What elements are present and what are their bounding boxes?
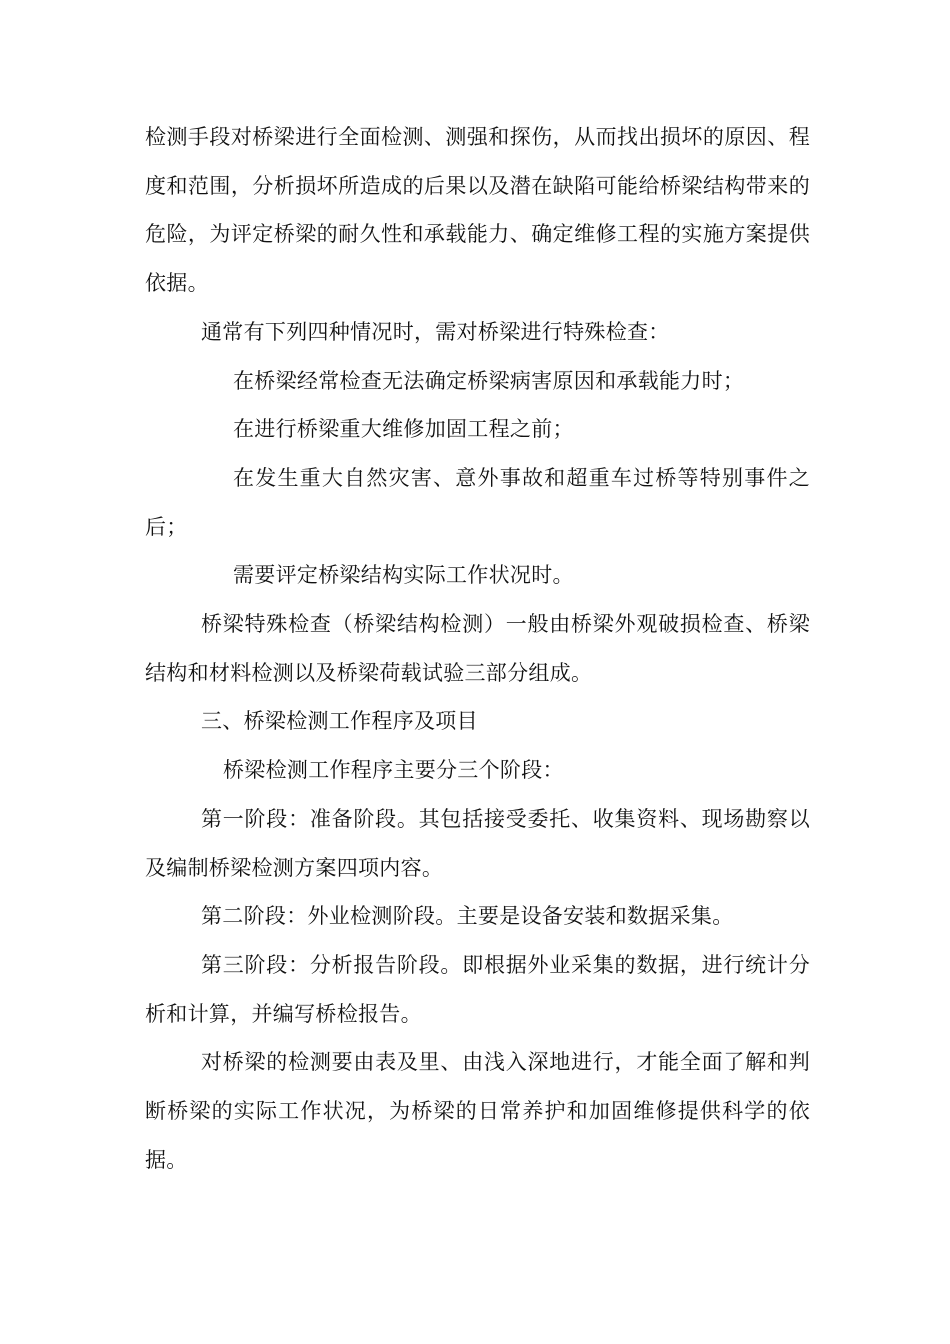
list-item-condition-4: 需要评定桥梁结构实际工作状况时。 [233, 563, 574, 588]
paragraph-continuation: 检测手段对桥梁进行全面检测、测强和探伤，从而找出损坏的原因、程度和范围，分析损坏所造成的后果以及潜在缺陷可能给桥梁结构带来的危险，为评定桥梁的耐久性和承载能力、确定维修工程的实施方案提供依据。 [145, 125, 810, 296]
list-item-condition-3: 在发生重大自然灾害、意外事故和超重车过桥等特别事件之后； [145, 465, 810, 539]
document-body [145, 113, 810, 1184]
paragraph-conclusion: 对桥梁的检测要由表及里、由浅入深地进行，才能全面了解和判断桥梁的实际工作状况，为桥梁的日常养护和加固维修提供科学的依据。 [145, 1050, 810, 1172]
paragraph-stage-3: 第三阶段：分析报告阶段。即根据外业采集的数据，进行统计分析和计算，并编写桥检报告。 [145, 952, 810, 1026]
paragraph-special-inspection-intro: 通常有下列四种情况时，需对桥梁进行特殊检查： [201, 319, 670, 344]
paragraph-stage-2: 第二阶段：外业检测阶段。主要是设备安装和数据采集。 [201, 904, 734, 929]
paragraph-stage-1: 第一阶段：准备阶段。其包括接受委托、收集资料、现场勘察以及编制桥梁检测方案四项内容。 [145, 806, 810, 880]
paragraph-procedure-intro: 桥梁检测工作程序主要分三个阶段： [223, 758, 564, 783]
section-heading: 三、桥梁检测工作程序及项目 [201, 709, 478, 734]
paragraph-special-inspection-components: 桥梁特殊检查（桥梁结构检测）一般由桥梁外观破损检查、桥梁结构和材料检测以及桥梁荷载试验三部分组成。 [145, 612, 810, 685]
list-item-condition-1: 在桥梁经常检查无法确定桥梁病害原因和承载能力时； [233, 368, 745, 393]
list-item-condition-2: 在进行桥梁重大维修加固工程之前； [233, 417, 574, 442]
